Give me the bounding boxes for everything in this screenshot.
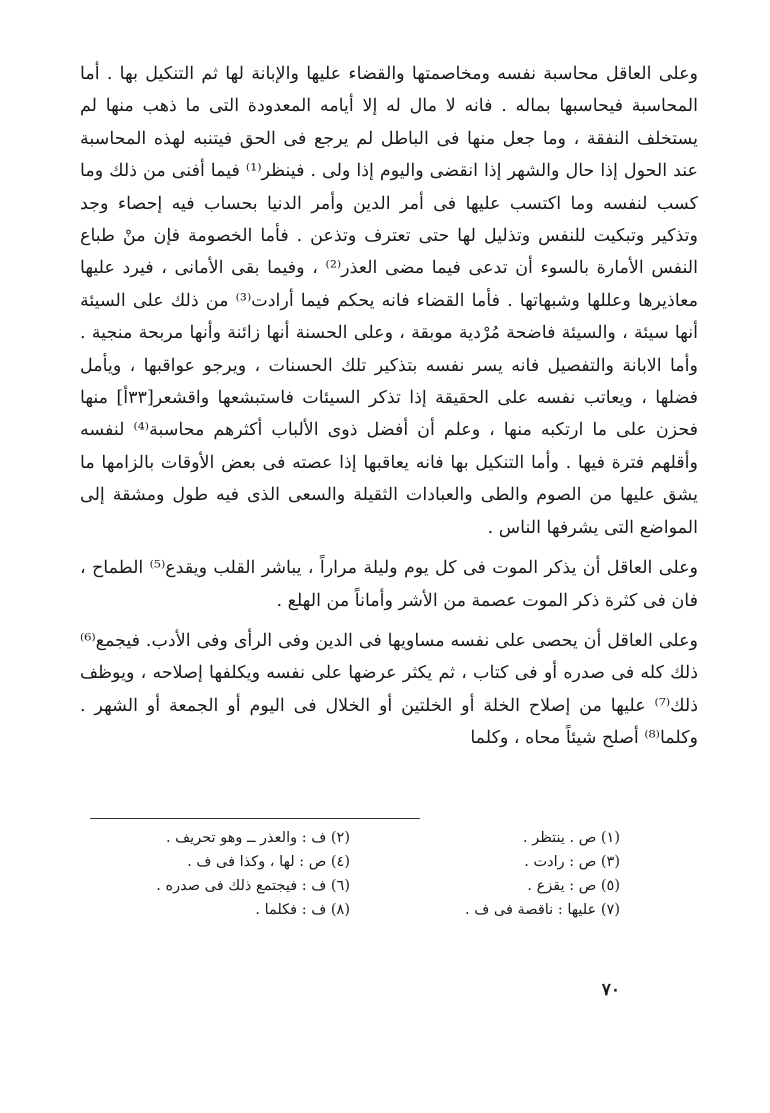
footnote-8: (٨) ف : فكلما . [255, 902, 350, 918]
page-body [80, 58, 698, 755]
footnote-divider [90, 818, 420, 819]
main-text [80, 58, 698, 755]
footnote-row [80, 874, 620, 898]
footnote-row [80, 898, 620, 922]
footnote-row [80, 826, 620, 850]
footnote-6: (٦) ف : فيجتمع ذلك فى صدره . [156, 878, 350, 894]
footnote-4: (٤) ص : لها ، وكذا فى ف . [187, 854, 350, 870]
paragraph-self-accounting: وعلى العاقل محاسبة نفسه ومخاصمتها والقضاء عليها والإبانة لها ثم التنكيل بها . أما المحاسبة فيحاسبها بماله . فانه لا مال له إلا أيامه المعدودة التى ما ذهب منها لم يستخلف النفقة ، وما جعل منها فى الباطل لم يرجع فى الحق فيتنبه لهذه المحاسبة عند الحول إذا حال والشهر إذا انقضى واليوم إذا ولى . فينظر⁽¹⁾ فيما أفنى من ذلك وما كسب لنفسه وما اكتسب عليها فى أمر الدين وأمر الدنيا بحساب فيه إحصاء وجد وتذكير وتبكيت للنفس وتذليل لها حتى تعترف وتذعن . فأما الخصومة فإن منْ طباع النفس الأمارة بالسوء أن تدعى فيما مضى العذر⁽²⁾ ، وفيما بقى الأمانى ، فيرد عليها معاذيرها وعللها وشبهاتها . فأما القضاء فانه يحكم فيما أرادت⁽³⁾ من ذلك على السيئة أنها سيئة ، والسيئة فاضحة مُرْدية موبقة ، وعلى الحسنة أنها زائنة وأنها مربحة منجية . وأما الابانة والتفصيل فانه يسر نفسه بتذكير تلك الحسنات ، ويرجو عواقبها ، ويأمل فضلها ، ويعاتب نفسه على الحقيقة إذا تذكر السيئات فاستبشعها واقشعر[٣٣أ] منها فحزن على ما ارتكبه منها ، وعلم أن أفضل ذوى الألباب أكثرهم محاسبة⁽⁴⁾ لنفسه وأقلهم فترة فيها . وأما التنكيل بها فانه يعاقبها إذا عصته فى بعض الأوقات بالزامها ما يشق عليها من الصوم والطى والعبادات الثقيلة والسعى الذى فيه طول ومشقة إلى المواضع التى يشرفها الناس . [80, 64, 698, 538]
footnote-3: (٣) ص : رادت . [524, 854, 620, 870]
paragraph-remembering-death: وعلى العاقل أن يذكر الموت فى كل يوم وليلة مراراً ، يباشر القلب ويقدع⁽⁵⁾ الطماح ، فان فى كثرة ذكر الموت عصمة من الأشر وأماناً من الهلع . [80, 558, 699, 611]
footnote-5: (٥) ص : يقزع . [527, 878, 620, 894]
footnote-1: (١) ص . ينتظر . [523, 830, 620, 846]
footnote-row [80, 850, 620, 874]
footnotes [80, 826, 620, 922]
page-number: ٧٠ [601, 980, 620, 1000]
footnote-7: (٧) عليها : ناقصة فى ف . [465, 902, 620, 918]
footnote-2: (٢) ف : والعذر ــ وهو تحريف . [165, 830, 350, 846]
paragraph-counting-faults: وعلى العاقل أن يحصى على نفسه مساويها فى الدين وفى الرأى وفى الأدب. فيجمع⁽⁶⁾ ذلك كله فى صدره أو فى كتاب ، ثم يكثر عرضها على نفسه ويكلفها إصلاحه ، ويوظف ذلك⁽⁷⁾ عليها من إصلاح الخلة أو الخلتين أو الخلال فى اليوم أو الجمعة أو الشهر . وكلما⁽⁸⁾ أصلح شيئاً محاه ، وكلما [80, 630, 698, 749]
